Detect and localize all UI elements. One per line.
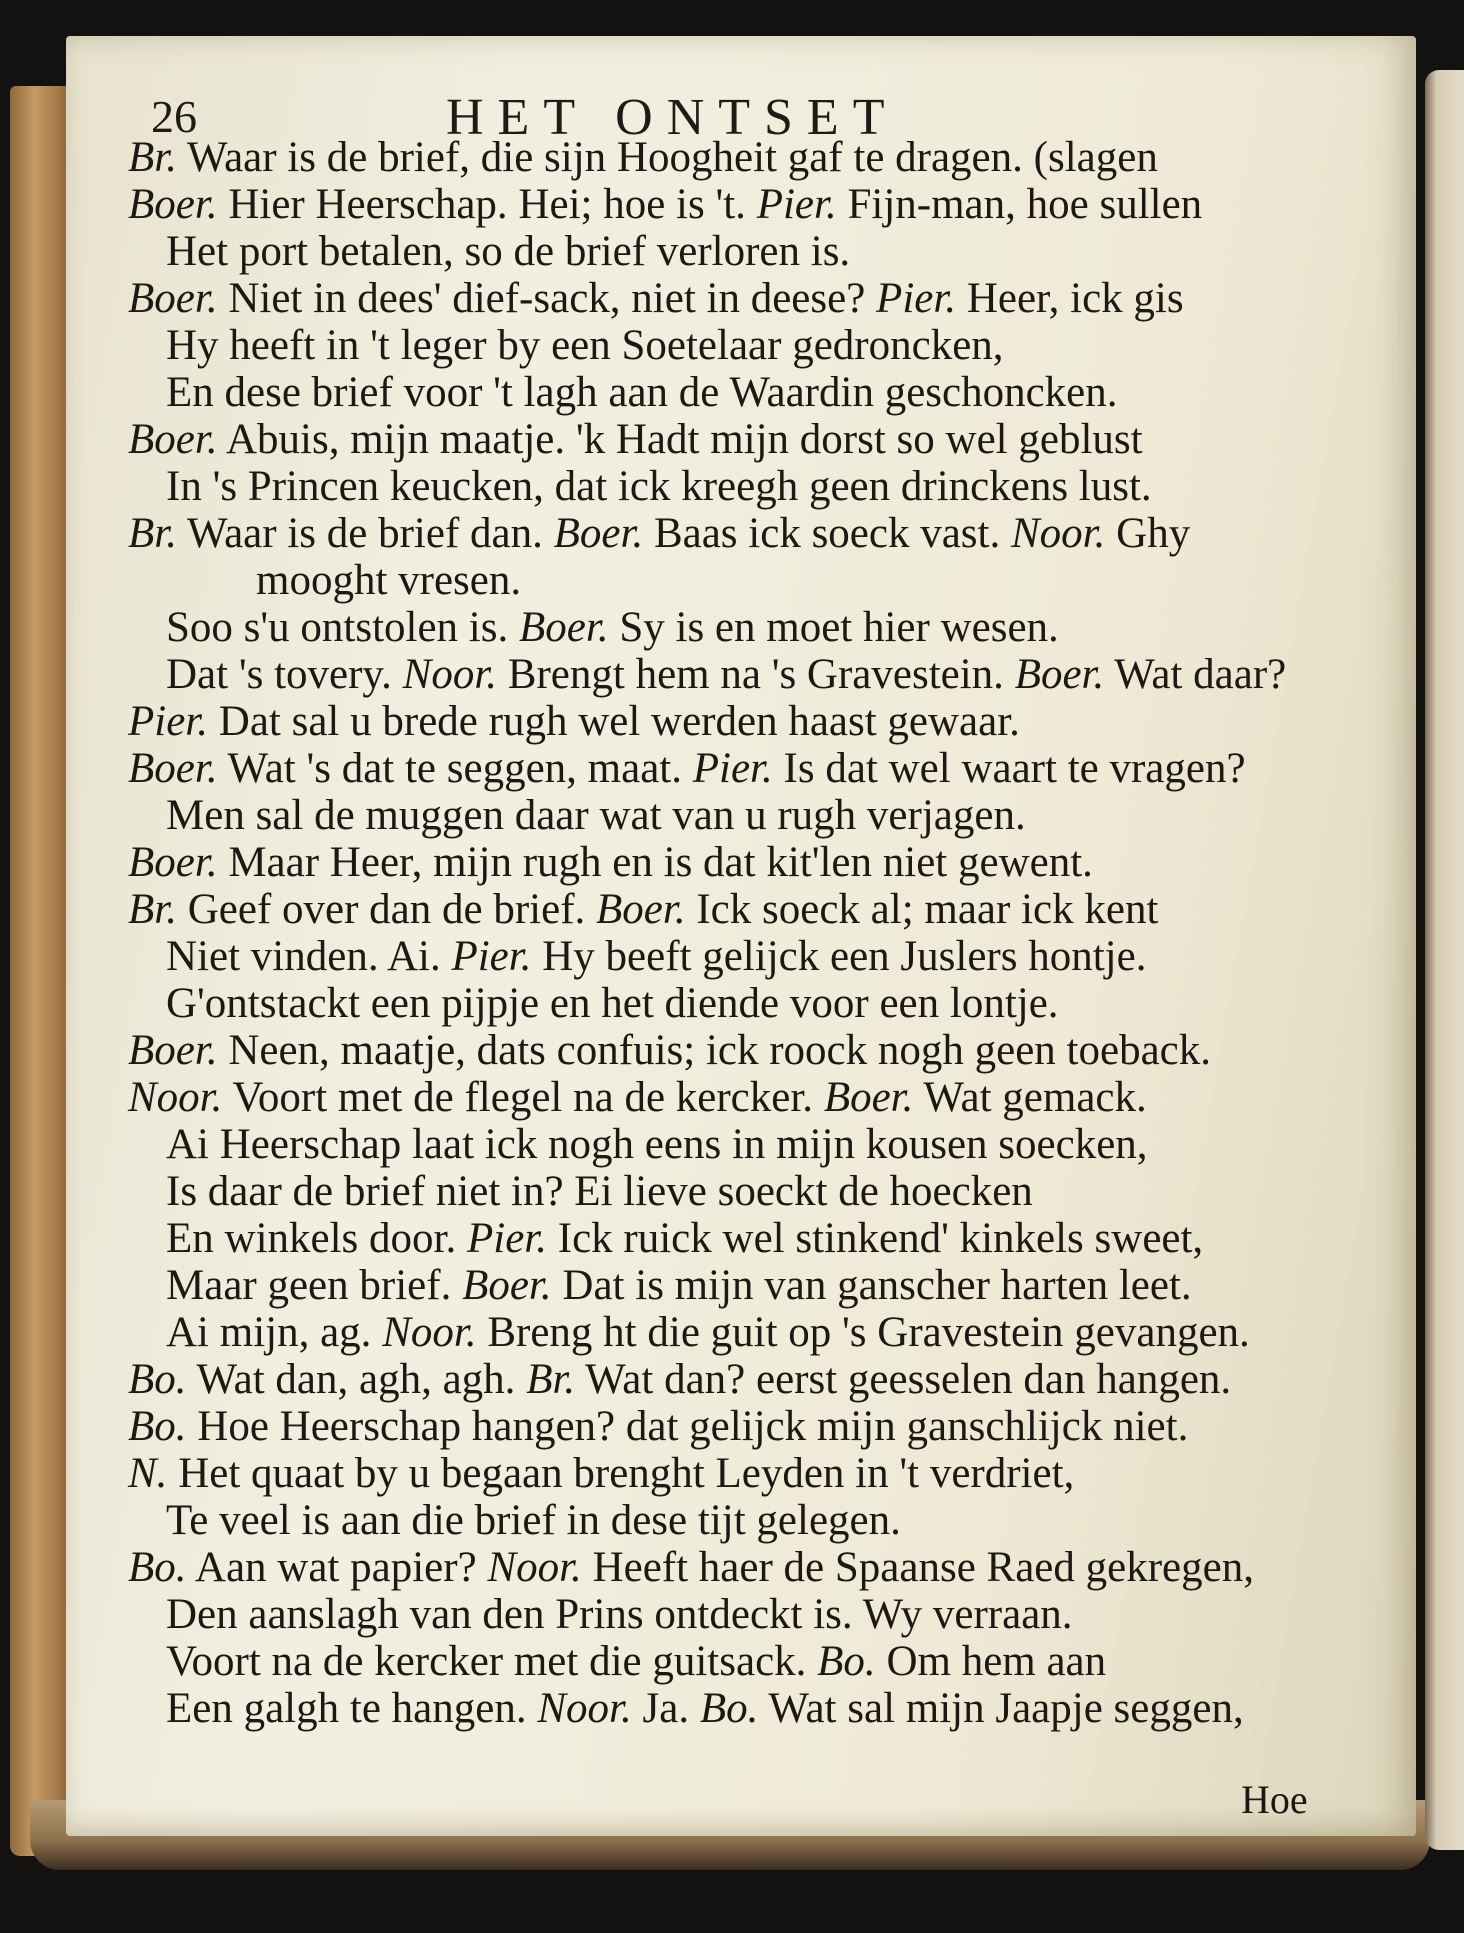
verse-text: Te veel is aan die brief in dese tijt gelegen.: [166, 1497, 901, 1544]
verse-text: Geef over dan de brief.: [176, 886, 597, 933]
verse-text: Hy heeft in 't leger by een Soetelaar gedroncken,: [166, 322, 1004, 369]
verse-text: Men sal de muggen daar wat van u rugh verjagen.: [166, 792, 1026, 839]
verse-text: Voort na de kercker met die guitsack.: [166, 1638, 818, 1685]
verse-line: [166, 324, 1004, 367]
speaker-name: Boer.: [553, 510, 644, 557]
speaker-name: Br.: [128, 886, 177, 933]
verse-line: [166, 1217, 1203, 1260]
speaker-name: Boer.: [823, 1074, 914, 1121]
facing-page-edge: [1425, 70, 1464, 1850]
verse-text: Het quaat by u begaan brenght Leyden in 't verdriet,: [167, 1450, 1075, 1497]
verse-text: Waar is de brief dan.: [176, 510, 554, 557]
verse-text: Soo s'u ontstolen is.: [166, 604, 519, 651]
verse-text: Is dat wel waart te vragen?: [772, 745, 1246, 792]
speaker-name: Noor.: [1011, 510, 1106, 557]
speaker-name: Boer.: [128, 1027, 218, 1074]
verse-text: Het port betalen, so de brief verloren is.: [166, 228, 851, 275]
verse-line: [128, 418, 1143, 461]
verse-line: [166, 794, 1026, 837]
verse-line: [166, 1687, 1244, 1730]
verse-line: [128, 1358, 1231, 1401]
verse-text: Den aanslagh van den Prins ontdeckt is. Wy verraan.: [166, 1591, 1073, 1638]
verse-text: Niet vinden. Ai.: [166, 933, 452, 980]
verse-text: Baas ick soeck vast.: [643, 510, 1011, 557]
speaker-name: Pier.: [692, 745, 773, 792]
verse-text: Voort met de flegel na de kercker.: [222, 1074, 824, 1121]
speaker-name: Boer.: [519, 604, 609, 651]
verse-text: Waar is de brief, die sijn Hoogheit gaf te dragen. (slagen: [176, 134, 1158, 181]
speaker-name: Pier.: [876, 275, 957, 322]
speaker-name: Pier.: [451, 933, 532, 980]
verse-text: Hier Heerschap. Hei; hoe is 't.: [217, 181, 757, 228]
verse-text: Ja.: [631, 1685, 700, 1732]
verse-text: Dat is mijn van ganscher harten leet.: [551, 1262, 1192, 1309]
speaker-name: Bo.: [128, 1403, 187, 1450]
verse-line: [166, 653, 1286, 696]
verse-text: G'ontstackt een pijpje en het diende voor een lontje.: [166, 980, 1059, 1027]
verse-line: [128, 888, 1158, 931]
verse-text: Aan wat papier?: [186, 1544, 488, 1591]
speaker-name: Boer.: [462, 1262, 552, 1309]
verse-text: Wat gemack.: [913, 1074, 1147, 1121]
verse-line: [166, 606, 1059, 649]
verse-text: En winkels door.: [166, 1215, 467, 1262]
verse-line: [166, 1123, 1148, 1166]
speaker-name: Noor.: [487, 1544, 582, 1591]
verse-line: [128, 1452, 1074, 1495]
verse-line: [128, 700, 1020, 743]
verse-text: Wat 's dat te seggen, maat.: [217, 745, 693, 792]
verse-line: [166, 371, 1118, 414]
verse-text: En dese brief voor 't lagh aan de Waardin geschoncken.: [166, 369, 1118, 416]
verse-line: [128, 183, 1202, 226]
speaker-name: Boer.: [128, 181, 218, 228]
verse-text: Maar Heer, mijn rugh en is dat kit'len niet gewent.: [217, 839, 1093, 886]
page-number: 26: [151, 91, 197, 142]
speaker-name: Boer.: [128, 275, 218, 322]
speaker-name: Noor.: [537, 1685, 632, 1732]
speaker-name: Br.: [526, 1356, 576, 1403]
verse-line: [128, 747, 1246, 790]
verse-text: Wat dan, agh, agh.: [186, 1356, 527, 1403]
verse-line: [166, 935, 1146, 978]
verse-text: Hy beeft gelijck een Juslers hontje.: [531, 933, 1147, 980]
verse-text: mooght vresen.: [256, 557, 522, 604]
verse-text: Een galgh te hangen.: [166, 1685, 538, 1732]
speaker-name: Pier.: [128, 698, 209, 745]
verse-text: In 's Princen keucken, dat ick kreegh geen drinckens lust.: [166, 463, 1152, 510]
verse-line: [128, 1076, 1147, 1119]
verse-text: Wat sal mijn Jaapje seggen,: [758, 1685, 1244, 1732]
verse-line: [128, 136, 1158, 179]
verse-text: Dat 's tovery.: [166, 651, 403, 698]
verse-line: [166, 1593, 1073, 1636]
verse-text: Breng ht die guit op 's Gravestein gevangen.: [476, 1309, 1250, 1356]
verse-text: Sy is en moet hier wesen.: [608, 604, 1059, 651]
verse-line: [166, 1170, 1033, 1213]
verse-line: [166, 982, 1059, 1025]
speaker-name: Boer.: [1014, 651, 1105, 698]
verse-line: [166, 465, 1152, 508]
verse-text: Ick soeck al; maar ick kent: [685, 886, 1159, 933]
running-head: HET ONTSET: [446, 89, 899, 146]
speaker-name: Bo.: [817, 1638, 876, 1685]
verse-text: Om hem aan: [875, 1638, 1107, 1685]
verse-line: [128, 841, 1093, 884]
speaker-name: Noor.: [402, 651, 498, 698]
verse-line: [256, 559, 521, 602]
verse-text: Neen, maatje, dats confuis; ick roock nogh geen toeback.: [217, 1027, 1212, 1074]
verse-line: [166, 1311, 1250, 1354]
speaker-name: Pier.: [466, 1215, 548, 1262]
speaker-name: Noor.: [382, 1309, 477, 1356]
verse-text: Ick ruick wel stinkend' kinkels sweet,: [547, 1215, 1204, 1262]
verse-text: Abuis, mijn maatje. 'k Hadt mijn dorst so wel geblust: [217, 416, 1143, 463]
verse-line: [166, 1640, 1106, 1683]
speaker-name: N.: [128, 1450, 168, 1497]
verse-text: Wat daar?: [1104, 651, 1287, 698]
speaker-name: Bo.: [128, 1356, 187, 1403]
verse-text: Ai mijn, ag.: [166, 1309, 383, 1356]
verse-text: Wat dan? eerst geesselen dan hangen.: [575, 1356, 1232, 1403]
speaker-name: Boer.: [128, 745, 218, 792]
verse-text: Ghy: [1105, 510, 1191, 557]
verse-line: [128, 512, 1190, 555]
speaker-name: Noor.: [128, 1074, 223, 1121]
speaker-name: Boer.: [128, 416, 218, 463]
verse-line: [166, 1264, 1192, 1307]
verse-text: Ai Heerschap laat ick nogh eens in mijn kousen soecken,: [166, 1121, 1148, 1168]
verse-text: Hoe Heerschap hangen? dat gelijck mijn ganschlijck niet.: [186, 1403, 1189, 1450]
speaker-name: Br.: [128, 134, 177, 181]
speaker-name: Bo.: [699, 1685, 759, 1732]
verse-text: Niet in dees' dief-sack, niet in deese?: [217, 275, 877, 322]
verse-line: [128, 1405, 1188, 1448]
verse-text: Dat sal u brede rugh wel werden haast gewaar.: [208, 698, 1020, 745]
speaker-name: Boer.: [596, 886, 686, 933]
speaker-name: Bo.: [128, 1544, 187, 1591]
verse-text: Maar geen brief.: [166, 1262, 463, 1309]
verse-line: [166, 230, 850, 273]
speaker-name: Pier.: [756, 181, 837, 228]
verse-line: [128, 1029, 1211, 1072]
verse-line: [128, 1546, 1254, 1589]
verse-text: Heer, ick gis: [956, 275, 1184, 322]
verse-line: [128, 277, 1184, 320]
speaker-name: Boer.: [128, 839, 218, 886]
verse-text: Heeft haer de Spaanse Raed gekregen,: [581, 1544, 1254, 1591]
verse-text: Fijn-man, hoe sullen: [836, 181, 1203, 228]
book-page: [66, 36, 1416, 1836]
verse-text: Brengt hem na 's Gravestein.: [497, 651, 1015, 698]
catchword: Hoe: [1241, 1777, 1308, 1822]
speaker-name: Br.: [128, 510, 177, 557]
verse-text: Is daar de brief niet in? Ei lieve soeckt de hoecken: [166, 1168, 1033, 1215]
verse-line: [166, 1499, 901, 1542]
